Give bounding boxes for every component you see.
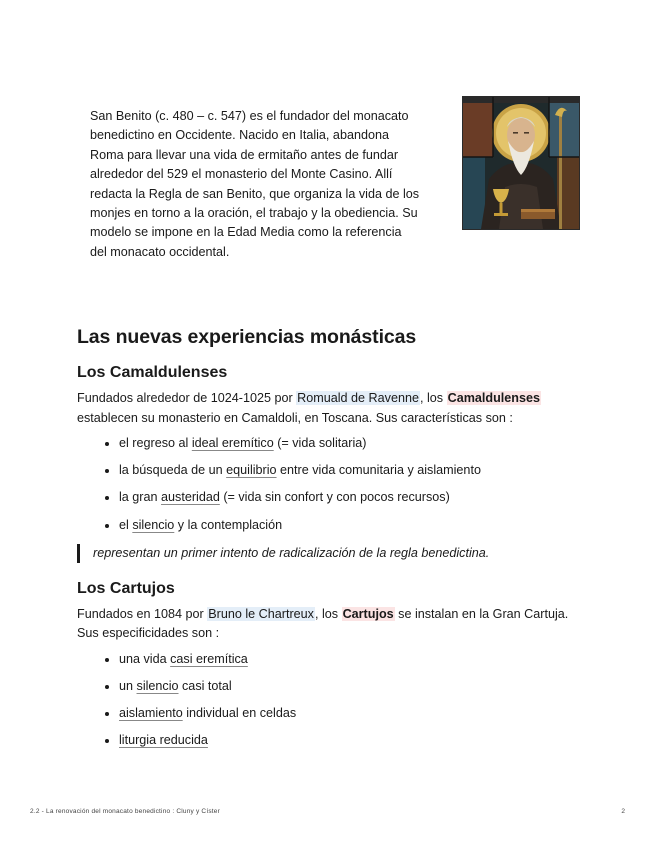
- camaldulenses-list: [77, 434, 577, 534]
- key-term: silencio: [132, 517, 175, 532]
- key-term: aislamiento: [119, 705, 183, 720]
- section-title: Las nuevas experiencias monásticas: [77, 326, 417, 348]
- cartujos-list: [77, 650, 577, 750]
- main-content: [77, 322, 577, 758]
- list-item: • una vida casi eremítica: [119, 650, 577, 668]
- key-term: liturgia reducida: [119, 733, 208, 748]
- key-term: silencio: [136, 678, 179, 693]
- list-item: • la gran austeridad (= vida sin confort y con pocos recursos): [119, 488, 577, 506]
- text-fragment: Fundados alrededor de 1024-1025 por: [77, 391, 297, 405]
- list-item: • la búsqueda de un equilibrio entre vida comunitaria y aislamiento: [119, 461, 577, 479]
- text-fragment: , los: [419, 391, 447, 405]
- list-item: • aislamiento individual en celdas: [119, 704, 577, 722]
- list-item: • un silencio casi total: [119, 677, 577, 695]
- list-item: • el regreso al ideal eremítico (= vida solitaria): [119, 434, 577, 452]
- cartujos-heading: Los Cartujos: [77, 579, 175, 597]
- camaldulenses-quote: representan un primer intento de radicalización de la regla benedictina.: [77, 544, 577, 563]
- order-highlight: Cartujos: [342, 606, 394, 621]
- intro-paragraph: San Benito (c. 480 – c. 547) es el fundador del monacato benedictino en Occidente. Nacido en Italia, abandona Roma para llevar una vida de ermitaño antes de fundar alrededor del 529 el monasterio del Monte Casino. Allí redacta la Regla de san Benito, que organiza la vida de los monjes en torno a la oración, el trabajo y la obediencia. Su modelo se impone en la Edad Media como la referencia del monacato occidental.: [90, 109, 420, 259]
- list-item: [119, 731, 577, 749]
- key-term: equilibrio: [226, 463, 277, 478]
- text-fragment: , los: [314, 606, 342, 621]
- camaldulenses-heading: Los Camaldulenses: [77, 364, 228, 381]
- saint-benedict-image: [462, 96, 580, 230]
- founder-highlight: Romuald de Ravenne: [297, 391, 419, 405]
- key-term: ideal eremítico: [191, 436, 274, 450]
- footer-title: 2.2 - La renovación del monacato benedictino : Cluny y Císter: [30, 808, 220, 815]
- list-item: • el silencio y la contemplación: [119, 516, 577, 534]
- founder-highlight: Bruno le Chartreux: [208, 606, 314, 621]
- key-term: austeridad: [161, 490, 220, 505]
- camaldulenses-paragraph: [77, 389, 577, 428]
- page-number: 2: [621, 808, 625, 815]
- text-fragment: establecen su monasterio en Camaldoli, en Toscana. Sus características son :: [77, 410, 513, 425]
- key-term: casi eremítica: [170, 651, 248, 666]
- text-fragment: se instalan en la Gran Cartuja. Sus especificidades son :: [77, 606, 569, 641]
- cartujos-paragraph: [77, 605, 577, 644]
- order-highlight: Camaldulenses: [447, 391, 540, 405]
- text-fragment: Fundados en 1084 por: [77, 606, 208, 621]
